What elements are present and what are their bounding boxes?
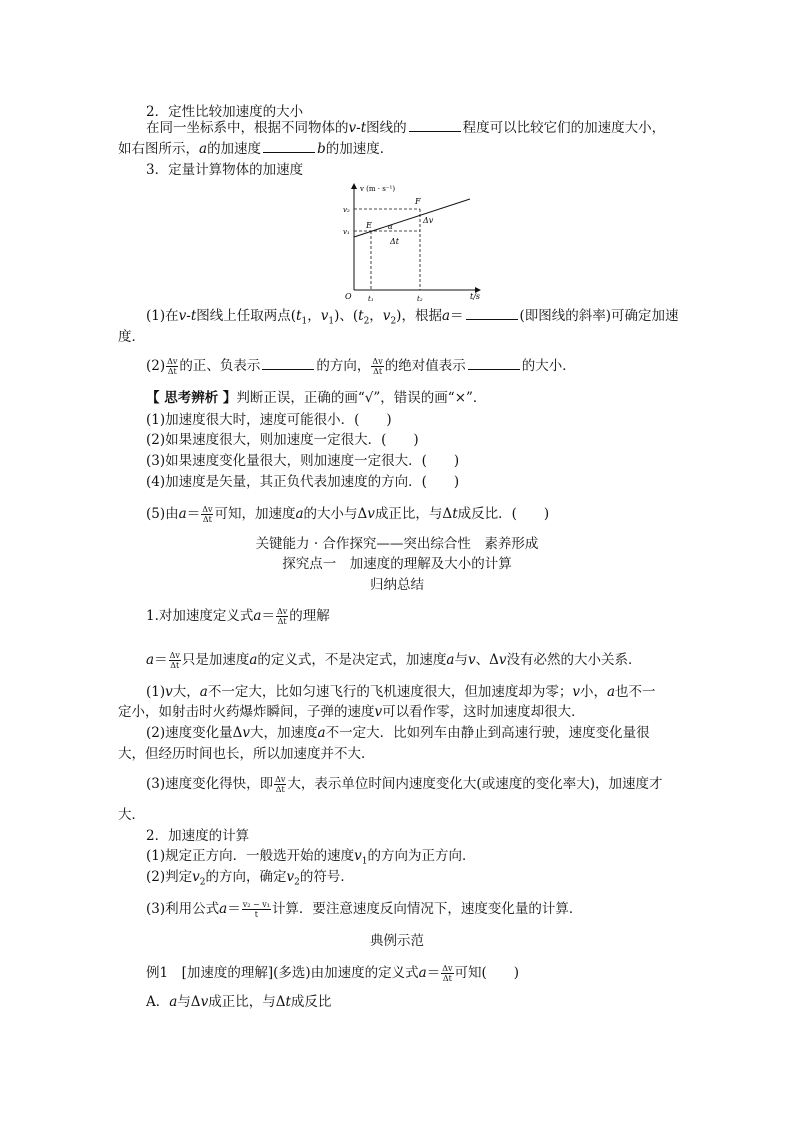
var-v: v [286,869,295,885]
think-item-2: (2)如果速度很大，则加速度一定很大．( ) [146,432,419,448]
text: 成正比，与Δ [374,506,453,522]
text: ＝ [154,652,168,668]
denominator: Δt [373,367,383,376]
text: 的加速度 [207,141,262,157]
text: 在同一坐标系中，根据不同物体的 [146,120,349,136]
text: ＝ [186,506,201,522]
text: 的方向， [316,358,371,374]
text: 成反比．( ) [457,506,550,522]
var-a: a [446,652,455,668]
text: 成反比 [290,994,332,1010]
subscript: 1 [301,316,308,327]
var-a: a [199,684,208,700]
var-v: v [498,652,507,668]
subsection-heading: 探究点一 加速度的理解及大小的计算 [282,556,512,572]
text: (1) [146,684,166,700]
example-1-question [146,964,519,983]
denominator: Δt [167,367,177,376]
origin-label: O [345,292,352,301]
fraction [169,651,181,670]
text: 与Δ [177,994,201,1010]
text: )，根据 [396,308,442,324]
numerator: Δv [167,357,178,366]
text: )、( [334,308,359,324]
var-v: v [374,704,383,720]
var-a: a [418,965,427,981]
t1-label: t₁ [368,295,374,303]
text: 的正、负表示 [179,358,261,374]
text: 的大小与Δ [303,506,368,522]
text: 只是加速度 [181,652,250,668]
denominator: t [254,910,258,919]
subscript: 2 [294,877,300,888]
numerator: Δv [275,775,286,784]
section-heading: 关键能力 · 合作探究——突出综合性 素养形成 [255,536,539,552]
think-heading: 【 思考辨析 】 [146,390,237,406]
summary-2-title: 2．加速度的计算 [146,828,250,844]
var-v: v [200,994,209,1010]
fraction [371,357,383,376]
text: 也不一 [615,684,656,700]
vt-graph [340,178,490,306]
text: (5)由 [146,506,179,522]
text: 定小，如射击时火药爆炸瞬间，子弹的速度 [118,704,375,720]
text: 例1 [加速度的理解](多选)由加速度的定义式 [146,965,419,981]
text: ＝ [261,608,275,624]
denominator: Δt [442,974,452,983]
text: 大，加速度 [250,725,318,741]
example-heading: 典例示范 [370,933,424,949]
fraction [242,900,271,919]
var-a: a [606,684,616,700]
denominator: Δt [275,785,285,794]
denominator: Δt [170,661,180,670]
fraction [276,607,288,626]
text: 不一定大，比如匀速飞行的飞机速度很大，但加速度却为零； [207,684,573,700]
text: (1)在 [146,308,179,324]
delta-v-label: Δv [423,216,434,225]
text: 大，表示单位时间内速度变化大(或速度的变化率大)，加速度才 [287,776,663,792]
summary-1-title [146,607,330,626]
numerator: Δv [169,651,180,660]
fill-blank[interactable] [466,307,518,320]
var-a: a [249,652,258,668]
var-vt: v-t [348,120,367,136]
fill-blank[interactable] [409,119,461,132]
numerator: Δv [276,607,288,616]
text: 程度可以比较它们的加速度大小， [462,120,666,136]
text: 图线的 [366,120,407,136]
text: 大， [172,684,200,700]
summary-1-definition [146,651,642,670]
text: 计算．要注意速度反向情况下，速度变化量的计算． [271,901,583,917]
text: 的绝对值表示 [384,358,466,374]
var-a: a [199,141,208,157]
text: (1)规定正方向．一般选开始的速度 [146,848,355,864]
text: ＝ [450,308,464,324]
think-item-1: (1)加速度很大时，速度可能很小．( ) [146,412,392,428]
subscript: 1 [328,316,335,327]
text: ， [369,308,383,324]
text: 的符号． [299,869,354,885]
text: (3)速度变化得快，即 [146,776,274,792]
denominator: Δt [202,515,212,524]
text: 可知( ) [454,965,520,981]
var-vt: v-t [178,308,197,324]
var-a: a [253,608,262,624]
y-axis-label: v (m · s⁻¹) [360,185,396,193]
summary-1-p2-line-1 [146,724,650,742]
text: (3)利用公式 [146,901,220,917]
think-item-5 [146,505,549,524]
text: 的加速度． [325,141,394,157]
text: 可以看作零，这时加速度却很大． [382,704,585,720]
point-2-line [146,357,576,376]
var-v: v [165,684,173,700]
section-2-line-1 [146,119,665,137]
numerator: Δv [202,505,213,514]
text: 的理解 [289,608,330,624]
var-a: a [295,506,304,522]
var-t: t [358,308,364,324]
subscript: 2 [363,316,370,327]
subscript: 2 [199,877,206,888]
var-a: a [178,506,187,522]
denominator: Δt [277,617,287,626]
point-e-label: E [366,221,372,230]
point-f-label: F [415,197,421,206]
point-1-line-1 [146,307,679,331]
text: 可知，加速度 [214,506,296,522]
alpha-label: α [388,223,393,231]
text: 图线上任取两点( [196,308,297,324]
fill-blank[interactable] [468,357,520,370]
example-1-option-a[interactable] [146,993,331,1011]
fill-blank[interactable] [262,357,314,370]
section-2-line-2 [118,140,393,158]
fill-blank[interactable] [263,140,315,153]
text: 的方向为正方向． [367,848,476,864]
var-a: a [219,901,228,917]
summary-1-p3-line-2: 大． [118,807,145,823]
text: (即图线的斜率)可确定加速 [519,308,679,324]
var-a: a [169,994,178,1010]
think-item-3: (3)如果速度变化量很大，则加速度一定很大．( ) [146,453,460,469]
summary-2-line-2 [146,868,354,892]
var-a: a [441,308,451,324]
summary-1-p2-line-2: 大，但经历时间也长，所以加速度并不大． [118,746,375,762]
point-1-line-2: 度． [118,329,145,345]
var-b: b [317,141,326,157]
text: 成正比，与Δ [208,994,286,1010]
var-v: v [572,684,580,700]
var-t: t [285,994,291,1010]
text: 没有必然的大小关系． [506,652,642,668]
text: 不一定大．比如列车由静止到高速行驶，速度变化量很 [325,725,650,741]
var-t: t [296,308,302,324]
section-3-title: 3．定量计算物体的加速度 [146,162,304,178]
var-v: v [354,848,362,864]
text: 的定义式，不是决定式，加速度 [257,652,447,668]
text: ， [307,308,321,324]
summary-heading: 归纳总结 [370,577,424,593]
text: 判断正误，正确的画“√”，错误的画“×”． [236,390,487,406]
numerator: v₂ − v₁ [242,900,270,909]
section-2-title: 2．定性比较加速度的大小 [146,104,304,120]
text: 的大小． [521,358,576,374]
fraction [166,357,178,376]
x-axis-label: t/s [470,292,481,301]
text: 小， [579,684,607,700]
text: ＝ [426,965,441,981]
text: 、Δ [475,652,499,668]
summary-1-p3-line-1 [146,775,662,794]
text: 与 [454,652,468,668]
var-a: a [146,652,155,668]
var-v: v [367,506,375,522]
var-v: v [192,869,200,885]
text: 如右图所示， [118,141,199,157]
summary-1-p1-line-2 [118,703,585,721]
var-a: a [317,725,326,741]
var-v: v [382,308,391,324]
fraction [201,505,213,524]
var-v: v [320,308,329,324]
fraction [274,775,286,794]
subscript: 2 [390,316,397,327]
text: A． [146,994,170,1010]
delta-t-label: Δt [390,237,399,246]
text: (2)判定 [146,869,193,885]
think-intro-line [146,389,486,407]
v1-label: v₁ [343,228,350,236]
subscript: 1 [361,856,368,867]
numerator: Δv [442,964,453,973]
t2-label: t₂ [417,295,423,303]
text: (2)速度变化量Δ [146,725,243,741]
v2-label: v₂ [343,206,350,214]
text: (2) [146,358,166,374]
var-v: v [467,652,476,668]
text: 1.对加速度定义式 [146,608,254,624]
numerator: Δv [372,357,383,366]
var-t: t [452,506,458,522]
text: 的方向，确定 [205,869,287,885]
summary-2-line-3 [146,900,582,919]
var-v: v [242,725,251,741]
text: ＝ [227,901,241,917]
summary-1-p1-line-1 [146,683,656,701]
think-item-4: (4)加速度是矢量，其正负代表加速度的方向．( ) [146,474,460,490]
fraction [441,964,453,983]
